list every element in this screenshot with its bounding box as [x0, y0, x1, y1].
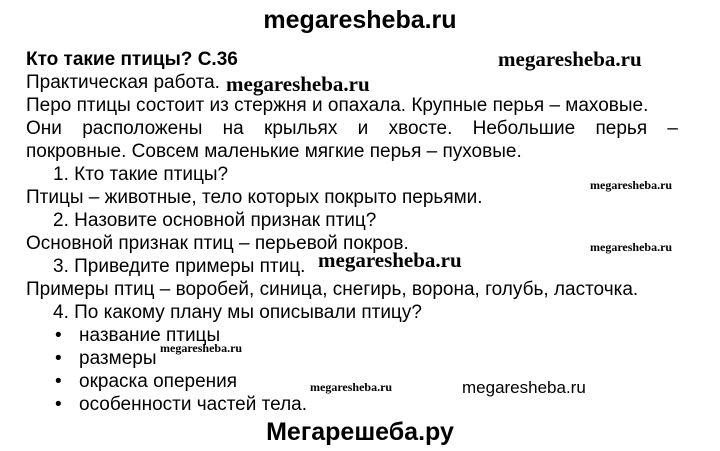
watermark: megaresheba.ru — [590, 178, 673, 192]
answer-2: Основной признак птиц – перьевой покров. — [26, 233, 409, 254]
intro-line: Перо птицы состоит из стержня и опахала. Крупные перья – маховые. — [26, 95, 649, 116]
question-2: 2. Назовите основной признак птиц? — [53, 210, 377, 231]
bullet: • — [55, 371, 62, 392]
plan-item: особенности частей тела. — [79, 394, 307, 415]
watermark: megaresheba.ru — [318, 248, 462, 272]
plan-item: название птицы — [79, 325, 221, 346]
question-3: 3. Приведите примеры птиц. — [53, 256, 306, 277]
watermark: megaresheba.ru — [498, 47, 642, 71]
site-header: megaresheba.ru — [263, 6, 457, 34]
bullet: • — [55, 325, 62, 346]
bullet: • — [55, 394, 62, 415]
watermark: megaresheba.ru — [226, 72, 370, 96]
plan-item: размеры — [79, 348, 157, 369]
intro-line: покровные. Совсем маленькие мягкие перья – пуховые. — [26, 141, 522, 162]
watermark: megaresheba.ru — [310, 380, 393, 394]
answer-1: Птицы – животные, тело которых покрыто перьями. — [26, 187, 483, 208]
site-footer: Мегарешеба.ру — [266, 418, 454, 446]
intro-line: Они расположены на крыльях и хвосте. Небольшие перья – — [26, 118, 678, 139]
watermark: megaresheba.ru — [160, 341, 243, 355]
watermark: megaresheba.ru — [590, 240, 673, 254]
plan-item: окраска оперения — [79, 371, 238, 392]
subtitle: Практическая работа. — [26, 72, 220, 93]
page-title: Кто такие птицы? С.36 — [26, 49, 238, 70]
question-4: 4. По какому плану мы описывали птицу? — [53, 302, 422, 323]
question-1: 1. Кто такие птицы? — [53, 164, 229, 185]
watermark: megaresheba.ru — [462, 378, 586, 397]
answer-3: Примеры птиц – воробей, синица, снегирь, ворона, голубь, ласточка. — [26, 279, 639, 300]
bullet: • — [55, 348, 62, 369]
